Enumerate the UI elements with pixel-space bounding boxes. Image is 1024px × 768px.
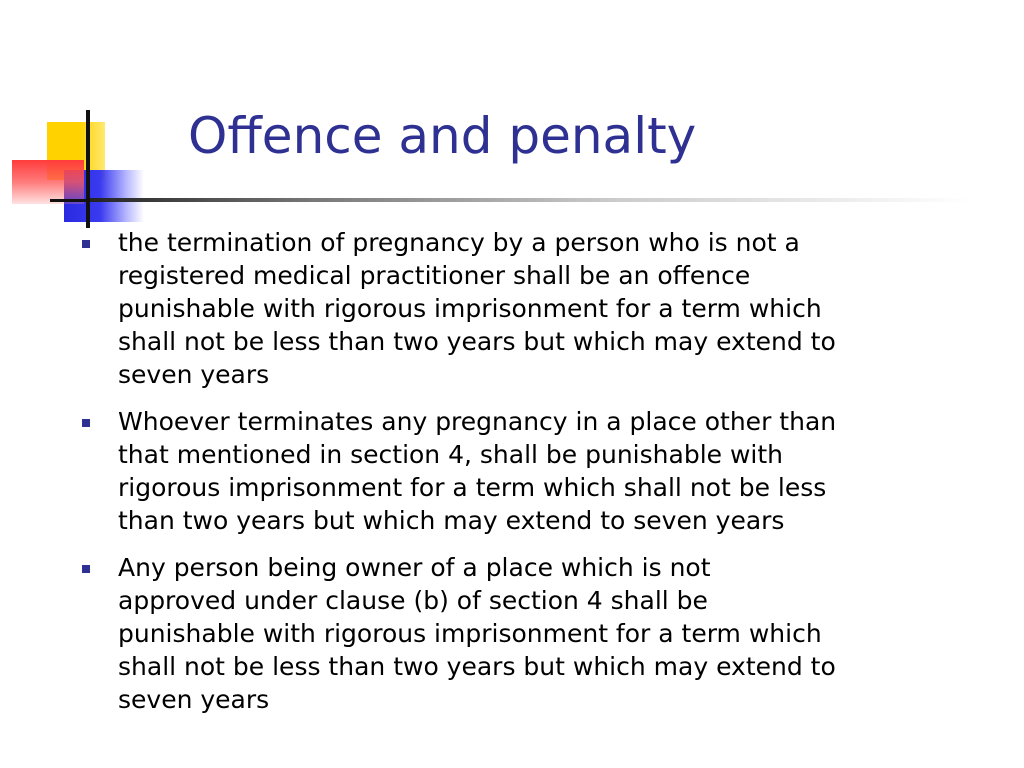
- bullet-text: Whoever terminates any pregnancy in a place other than that mentioned in section 4, shall be punishable with rigorous imprisonment for a term which shall not be less than two years but which may extend to seven years: [118, 407, 837, 535]
- bullet-item: [74, 405, 994, 537]
- square-bullet-icon: [82, 240, 90, 248]
- bullet-text: the termination of pregnancy by a person who is not a registered medical practitioner shall be an offence punishable with rigorous imprisonment for a term which shall not be less than two years but which may extend to seven years: [118, 228, 836, 389]
- red-square: [12, 160, 84, 204]
- square-bullet-icon: [82, 565, 90, 573]
- vertical-line: [86, 110, 90, 228]
- bullet-item: [74, 551, 994, 716]
- slide-title: Offence and penalty: [188, 107, 697, 165]
- bullet-item: [74, 226, 994, 391]
- bullet-text: Any person being owner of a place which is not approved under clause (b) of section 4 shall be punishable with rigorous imprisonment for a term which shall not be less than two years but which may extend to seven years: [118, 553, 836, 714]
- bullet-list: [74, 226, 994, 730]
- title-divider: [90, 198, 970, 202]
- decorative-squares-logo: [0, 0, 160, 240]
- square-bullet-icon: [82, 419, 90, 427]
